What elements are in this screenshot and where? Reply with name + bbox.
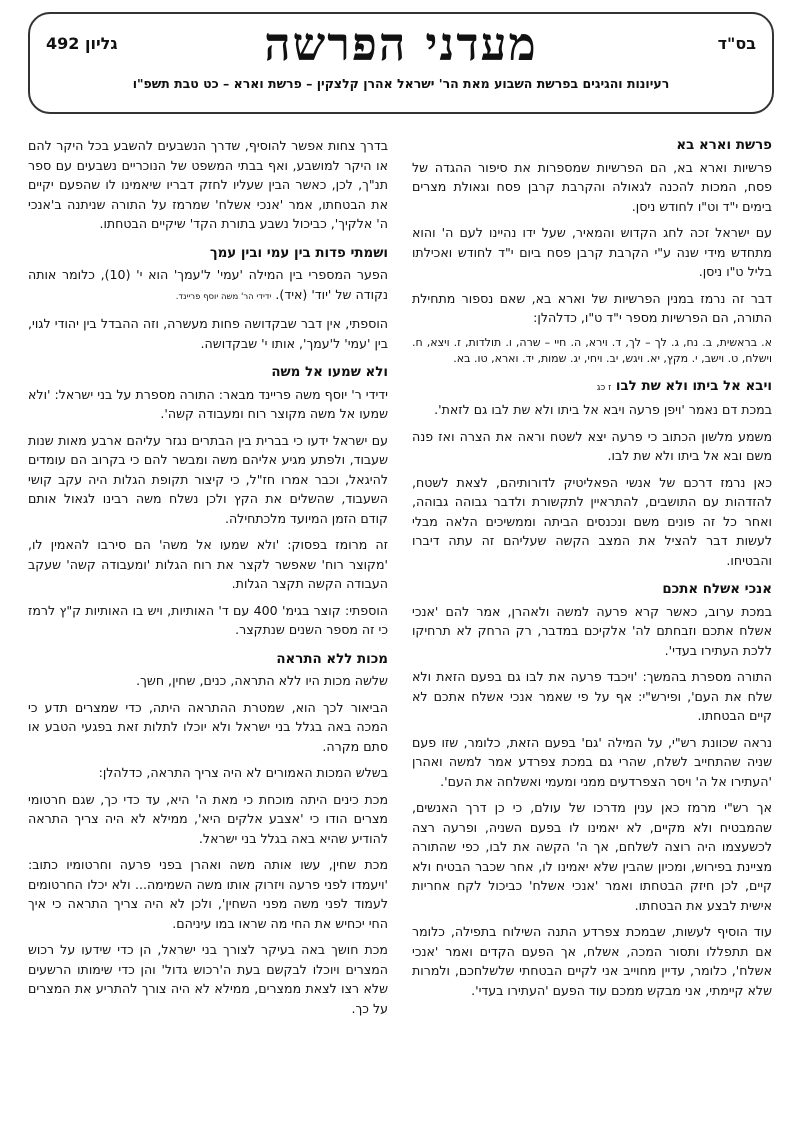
- paragraph: אך רש"י מרמז כאן ענין מדרכו של עולם, כי כן דרך האנשים, שהמבטיח ולא מקיים, לא יאמינו לו בפעם השניה, ופרעה רצה לכשעצמו היה רוצה לשלחם, אך ה' הקשה את לבו, כפי שהתורה מציינת בפירוש, ומכיון שהבין שלא יאמינו לו, אחר שכבר הבטיח ולא קיים, לכן חיזק הבטחתו ואמר 'אנכי אשלח' כביכול לקח אחריות אישית לבצע את הבטחתו.: [412, 800, 772, 913]
- paragraph: משמע מלשון הכתוב כי פרעה יצא לשטח וראה את הצרה ואז פנה משם ובא אל ביתו ולא שת לבו.: [412, 428, 772, 463]
- paragraph: בשלש המכות האמורים לא היה צריך התראה, כדלהלן:: [98, 765, 388, 780]
- paragraph: עוד הוסיף לעשות, שבמכת צפרדע התנה השילוח בתפילה, כלומר אם תתפללו ותסור המכה, אשלח, אך הפעם הקדים ואמר 'אנכי אשלח', כלומר, עדיין מחוייב אני לקיים הבטחתי שלשלחכם, ולמרות שלא קיימתי, אני מבקש ממכם עוד הפעם 'העתירו בעדי'.: [412, 924, 772, 998]
- paragraph-text: הפער המספרי בין המילה 'עמי' ל'עמך' הוא י' (10), כלומר אותה נקודה של 'יוד' (איד).: [28, 267, 388, 302]
- left-column: [28, 136, 388, 1028]
- section-vayavo-el-beito: [412, 377, 772, 571]
- paragraph: בדרך צחות אפשר להוסיף, שדרך הנשבעים להשבע בכל היקר להם או היקר למושבע, ואף בבתי המשפט של הנוכריים נשבעים עם ספר תנ"ך, לכן, כאשר הבין שעליו לחזק דבריו שיאמינו לו שהפעם יקיים את הבטחתו, אמר 'אנכי אשלח' שמרמז על התורה שניתנה ב'אנכי ה' אלקיך', כביכול נשבע בתורת הקד' שיקיים הבטחתו.: [28, 138, 388, 231]
- newsletter-page: [28, 12, 772, 1112]
- section-heading: אנכי אשלח אתכם: [662, 582, 772, 597]
- paragraph: במכת דם נאמר 'ויפן פרעה ויבא אל ביתו ולא שת לבו גם לזאת'.: [434, 402, 772, 417]
- paragraph: דבר זה נרמז במנין הפרשיות של וארא בא, שאם נספור מתחילת התורה, הם הפרשיות מספר י"ד ט"ו, כדלהלן:: [412, 290, 772, 325]
- section-lo-shamu: [28, 363, 388, 640]
- section-vaera-bo: [412, 136, 772, 367]
- right-column: [412, 136, 772, 1010]
- section-heading: מכות ללא התראה: [276, 651, 388, 667]
- section-heading: ושמתי פדות בין עמי ובין עמך: [209, 245, 388, 261]
- section-pedut: [28, 244, 388, 354]
- paragraph: מכת שחין, עשו אותה משה ואהרן בפני פרעה וחרטומיו כתוב: 'ויעמדו לפני פרעה ויזרוק אותו משה השמימה... ולא יכלו החרטומים לעמוד לפני משה מפני השחין', ולכן לא היה צריך התראה כי איך החי יכחיש את החי מה שראו במו עיניהם.: [28, 857, 388, 931]
- paragraph: מכת כינים היתה מוכחת כי מאת ה' היא, עד כדי כך, שגם חרטומי מצרים הודו כי 'אצבע אלקים היא', ממילא לא היה צריך התראה להודיע שהיא באה בגלל בני ישראל.: [28, 791, 388, 846]
- attribution-note: ידידי הר' משה יוסף פריינד.: [175, 291, 272, 302]
- paragraph: עם ישראל זכה לחג הקדוש והמאיר, שעל ידו נהיינו לעם ה' והוא מתחדש מידי שנה ע"י הקרבת קרבן פסח ביום י"ד לחודש ואכילתו בליל ט"ו ניסן.: [412, 225, 772, 279]
- paragraph: ידידי ר' יוסף משה פריינד מבאר: התורה מספרת על בני ישראל: 'ולא שמעו אל משה מקוצר רוח ומעבודה קשה'.: [28, 386, 388, 421]
- paragraph: שלשה מכות היו ללא התראה, כנים, שחין, חשך.: [136, 673, 388, 688]
- issue-number: גליון 492: [46, 34, 118, 53]
- parasha-list: א. בראשית, ב. נח, ג. לך – לך, ד. וירא, ה. חיי – שרה, ו. תולדות, ז. ויצא, ח. וישלח, ט. וישב, י. מקץ, יא. ויגש, יב. ויחי, יג. שמות, יד. וארא, טו. בא.: [412, 335, 772, 365]
- bsd-mark: בס"ד: [717, 34, 756, 53]
- paragraph: הוספתי, אין דבר שבקדושה פחות מעשרה, וזה ההבדל בין יהודי לגוי, בין 'עמי' ל'עמך', אותו י' שבקדושה.: [28, 316, 388, 351]
- newsletter-title: מעדני הפרשה: [264, 17, 538, 71]
- paragraph: זה מרומז בפסוק: 'ולא שמעו אל משה' הם סירבו להאמין לו, 'מקוצר רוח' שאפשר לקצר את רוח הגלות 'ומעבודה קשה' שעקב העבודה הקשה תקצר הגלות.: [28, 537, 388, 591]
- section-heading: פרשת וארא בא: [676, 138, 772, 153]
- section-continuation: [28, 136, 388, 234]
- paragraph: במכת ערוב, כאשר קרא פרעה למשה ולאהרן, אמר להם 'אנכי אשלח אתכם וזבחתם לה' אלקיכם במדבר, רק הרחק לא תרחיקו ללכת העתירו בעדי'.: [412, 603, 772, 658]
- paragraph: הביאור לכך הוא, שמטרת ההתראה היתה, כדי שמצרים תדע כי המכה באה בגלל בני ישראל ולא יוכלו לתלות זאת בפגעי הטבע או סתם מקרה.: [28, 699, 388, 754]
- paragraph: התורה מספרת בהמשך: 'ויכבד פרעה את לבו גם בפעם הזאת ולא שלח את העם', ופירש"י: אף על פי שאמר אנכי אשלח אתכם לא קיים הבטחתו.: [412, 669, 772, 723]
- section-heading: ולא שמעו אל משה: [271, 365, 388, 380]
- paragraph: עם ישראל ידעו כי בברית בין הבתרים נגזר עליהם ארבע מאות שנות שעבוד, ולפתע מגיע אליהם משה ומבשר להם כי בקרוב הם עומדים להיגאל, וכבר אמרו חז"ל, כי קיצור תקופת הגלות היה עקב קושי השעבוד, שהשלים את הקץ ולכן נשלח משה רבינו לגאול אותם קודם הזמן המיועד מלכתחילה.: [28, 432, 388, 526]
- newsletter-subtitle: רעיונות והגיגים בפרשת השבוע מאת הר' ישראל אהרן קלצקין – פרשת וארא – כט טבת תשפ"ו: [132, 76, 670, 91]
- paragraph: נראה שכוונת רש"י, על המילה 'גם' בפעם הזאת, כלומר, שזו פעם שניה שהתחייב לשלח, שהרי גם במכת צפרדע אמר למשה ואהרן 'העתירו אל ה' ויסר הצפרדעים ממני ומעמי ואשלחה את העם'.: [412, 734, 772, 789]
- section-anochi-ashalach: [412, 580, 772, 1000]
- paragraph: הוספתי: קוצר בגימ' 400 עם ד' האותיות, ויש בו האותיות ק"ץ לרמז כי זה מספר השנים שנתקצר.: [28, 602, 389, 637]
- paragraph: [28, 265, 388, 307]
- paragraph: פרשיות וארא בא, הם הפרשיות שמספרות את סיפור ההגדה של פסח, המכות להכנה לגאולה והקרבת קרבן פסח וגאולת מצרים בימים י"ד וט"ו לחודש ניסן.: [412, 159, 772, 214]
- section-makot: [28, 650, 388, 1019]
- masthead: [28, 12, 774, 114]
- paragraph: כאן נרמז דרכם של אנשי הפאליטיק לדורותיהם, לצאת לשטח, להזדהות עם התושבים, להתראיין לתקשורת ולדבר גבוהה גבוהה, ואחר כל זה פונים משם ונכנסים הביתה וממשיכים הלאה מבלי לעשות דבר להציל את המצב הקשה שעליהם זה עתה דיברו והבטיחו.: [412, 474, 772, 568]
- paragraph: מכת חושך באה בעיקר לצורך בני ישראל, הן כדי שידעו על רכוש המצרים ויוכלו לבקשם בעת ה'רכוש גדול' והן כדי שימותו הרשעים שלא רצו לצאת ממצרים, ממילא לא היה צורך להתריע את המצרים על כך.: [28, 942, 388, 1016]
- verse-reference: ז כג: [596, 382, 612, 393]
- heading-text: ויבא אל ביתו ולא שת לבו: [615, 378, 772, 394]
- section-heading: [412, 377, 772, 399]
